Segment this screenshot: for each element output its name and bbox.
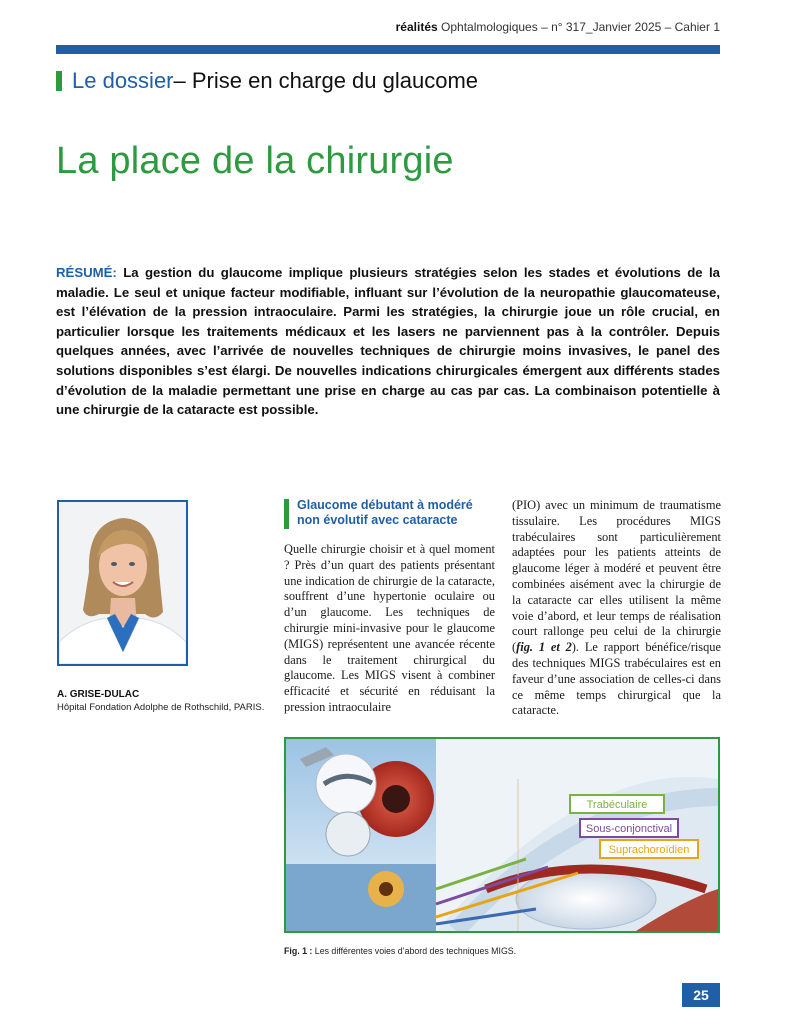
running-header [56, 20, 720, 34]
dossier-topic: – Prise en charge du glaucome [173, 68, 479, 93]
figure-1 [284, 737, 720, 933]
abstract [56, 263, 720, 420]
author-name: A. GRISE-DULAC [57, 689, 140, 700]
body-column-1: Quelle chirurgie choisir et à quel moment ? Près d’un quart des patients présentant une indication de chirurgie de la cataracte, souffrent d’une hypertonie oculaire ou d’un glaucome. Les techniques de chirurgie mini-invasive pour le glaucome (MIGS) représentent une avancée récente dans le traitement chirurgical du glaucome. Les MIGS visent à combiner efficacité et sécurité en réduisant la pression intraoculaire [284, 542, 495, 714]
caption-prefix: Fig. 1 : [284, 946, 313, 956]
author-photo [57, 500, 188, 666]
section-heading-text: Glaucome débutant à modéré non évolutif avec cataracte [297, 498, 473, 527]
author-affiliation: Hôpital Fondation Adolphe de Rothschild, PARIS. [57, 702, 265, 713]
section-heading [284, 498, 494, 529]
abstract-label: RÉSUMÉ: [56, 265, 117, 280]
figure-caption [284, 946, 516, 956]
caption-text: Les différentes voies d’abord des techniques MIGS. [312, 946, 517, 956]
body-text-a: (PIO) avec un minimum de traumatisme tissulaire. Les procédures MIGS trabéculaires sont particulièrement adaptées pour les patients atteints de glaucome léger à modéré et peuvent être combinées aisément avec la chirurgie de la cataracte car elles utilisent la même voie d’abord, et leur temps de réalisation court rallonge peu celui de la chirurgie ( [512, 498, 721, 655]
green-marker [56, 71, 62, 91]
header-rule [56, 45, 720, 54]
green-marker [284, 499, 289, 529]
body-text-b: ). Le rapport bénéfice/risque des techniques MIGS trabéculaires est en faveur d’une association de celles-ci dans ce même temps chirurgical que la cataracte. [512, 640, 721, 718]
issue-info: Ophtalmologiques – n° 317_Janvier 2025 – Cahier 1 [437, 20, 720, 34]
label-sous-conjonctival: Sous-conjonctival [585, 823, 673, 835]
article-title: La place de la chirurgie [56, 140, 454, 182]
journal-brand: réalités [395, 20, 438, 34]
label-trabeculaire: Trabéculaire [586, 799, 648, 811]
page-number: 25 [682, 983, 720, 1007]
dossier-heading [56, 68, 478, 94]
dossier-label: Le dossier [72, 68, 174, 93]
label-suprachoroidien: Suprachoroïdien [608, 844, 690, 856]
abstract-text: La gestion du glaucome implique plusieurs stratégies selon les stades et évolutions de la maladie. Le seul et unique facteur modifiable, influant sur l’évolution de la neuropathie glaucomateuse, est l’élévation de la pression intraoculaire. Parmi les stratégies, la chirurgie joue un rôle crucial, en particulier lorsque les traitements médicaux et les lasers ne parviennent pas à la contrôler. Depuis quelques années, avec l’arrivée de nouvelles techniques de chirurgie moins invasives, le panel des solutions disponibles s’est élargi. De nouvelles indications chirurgicales émergent aux différents stades d’évolution de la maladie permettant une prise en charge au cas par cas. La combinaison potentielle à une chirurgie de la cataracte est possible. [56, 265, 720, 418]
body-column-2 [512, 498, 721, 719]
figure-reference: fig. 1 et 2 [516, 640, 572, 655]
